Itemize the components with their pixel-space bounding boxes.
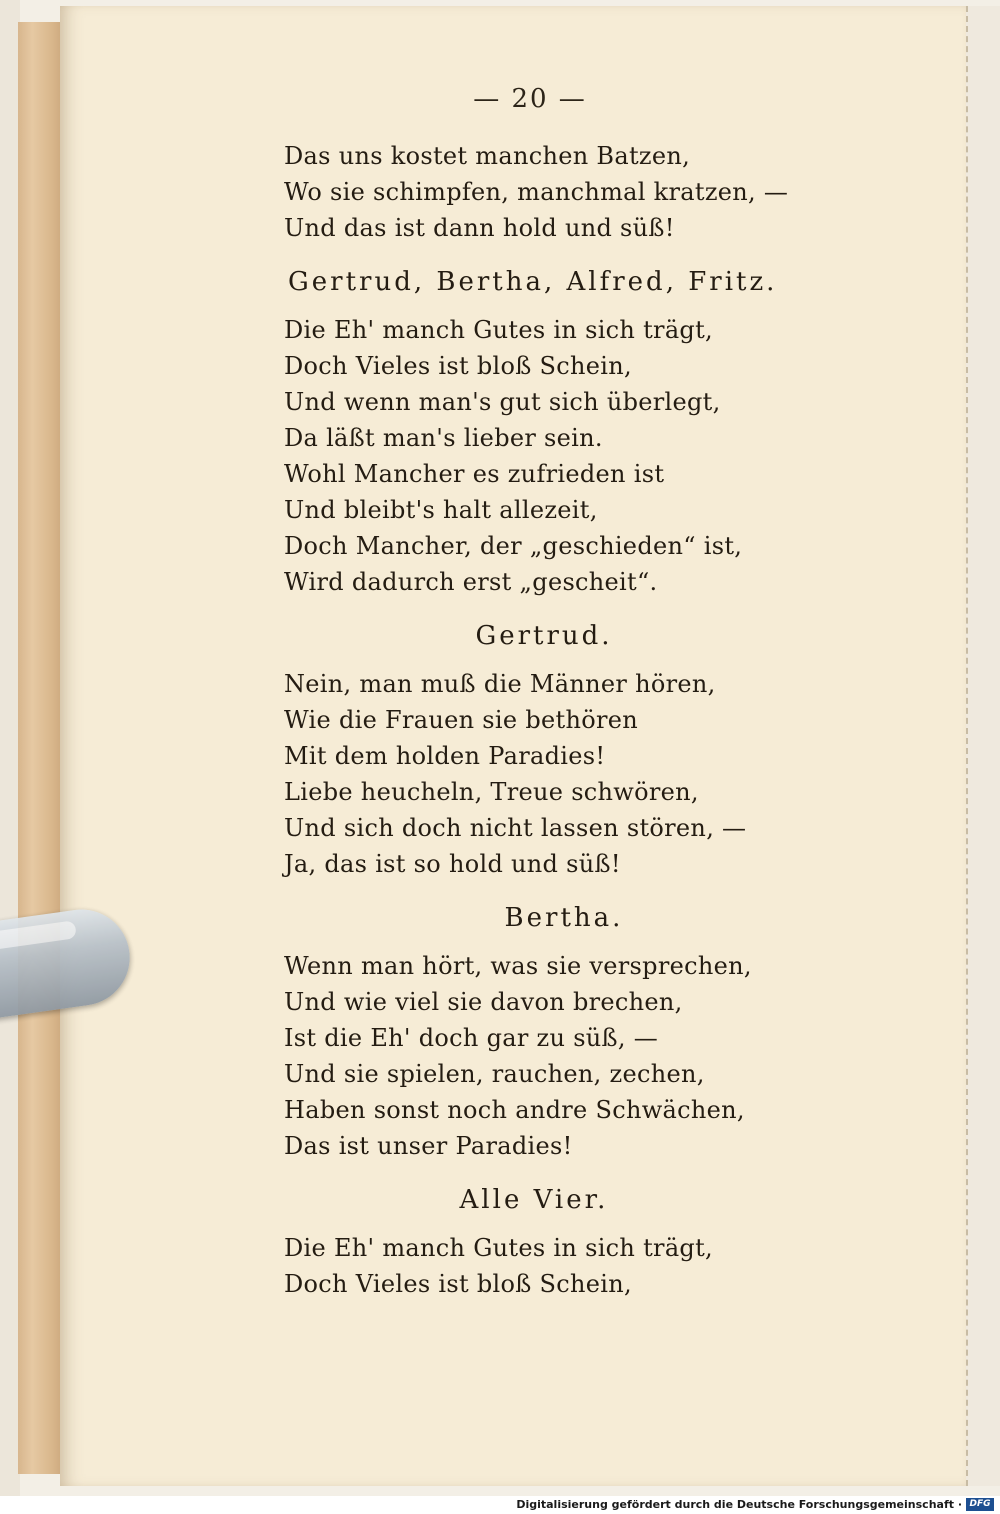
verse-line: Ja, das ist so hold und süß! xyxy=(284,850,621,878)
cover-edge xyxy=(0,0,20,1496)
verse-line: Das uns kostet manchen Batzen, xyxy=(284,142,691,170)
verse-line: Und sich doch nicht lassen stören, — xyxy=(284,814,747,842)
verse-line: Doch Mancher, der „geschieden“ ist, xyxy=(284,532,743,560)
speaker-heading: Alle Vier. xyxy=(459,1185,609,1215)
verse-line: Und wie viel sie davon brechen, xyxy=(284,988,683,1016)
verse-line: Ist die Eh' doch gar zu süß, — xyxy=(284,1024,659,1052)
verse-block-4 xyxy=(284,948,924,1164)
verse-line: Und sie spielen, rauchen, zechen, xyxy=(284,1060,705,1088)
verse-line: Und wenn man's gut sich überlegt, xyxy=(284,388,721,416)
verse-line: Mit dem holden Paradies! xyxy=(284,742,606,770)
verse-line: Liebe heucheln, Treue schwören, xyxy=(284,778,699,806)
poem-text xyxy=(284,138,924,1302)
verse-block-3 xyxy=(284,666,924,882)
verse-line: Wenn man hört, was sie versprechen, xyxy=(284,952,752,980)
verse-line: Wohl Mancher es zufrieden ist xyxy=(284,460,665,488)
page-edge xyxy=(966,6,1000,1486)
verse-line: Das ist unser Paradies! xyxy=(284,1132,573,1160)
verse-line: Haben sonst noch andre Schwächen, xyxy=(284,1096,745,1124)
verse-line: Und bleibt's halt allezeit, xyxy=(284,496,598,524)
footer xyxy=(0,1496,1000,1514)
dfg-logo: DFG xyxy=(966,1498,994,1511)
verse-block-2 xyxy=(284,312,924,600)
speaker-heading: Gertrud. xyxy=(475,621,613,651)
page-number: — 20 — xyxy=(473,84,587,114)
footer-credit: Digitalisierung gefördert durch die Deutsche Forschungsgemeinschaft · xyxy=(516,1498,962,1511)
verse-line: Da läßt man's lieber sein. xyxy=(284,424,603,452)
verse-block-1 xyxy=(284,138,924,246)
verse-line: Doch Vieles ist bloß Schein, xyxy=(284,352,632,380)
verse-line: Doch Vieles ist bloß Schein, xyxy=(284,1270,632,1298)
speaker-heading: Bertha. xyxy=(504,903,624,933)
verse-line: Wird dadurch erst „gescheit“. xyxy=(284,568,658,596)
verse-line: Die Eh' manch Gutes in sich trägt, xyxy=(284,316,713,344)
verse-line: Und das ist dann hold und süß! xyxy=(284,214,675,242)
verse-line: Wie die Frauen sie bethören xyxy=(284,706,638,734)
verse-line: Nein, man muß die Männer hören, xyxy=(284,670,716,698)
verse-block-5 xyxy=(284,1230,924,1302)
verse-line: Die Eh' manch Gutes in sich trägt, xyxy=(284,1234,713,1262)
speaker-heading: Gertrud, Bertha, Alfred, Fritz. xyxy=(288,267,778,297)
verse-line: Wo sie schimpfen, manchmal kratzen, — xyxy=(284,178,789,206)
